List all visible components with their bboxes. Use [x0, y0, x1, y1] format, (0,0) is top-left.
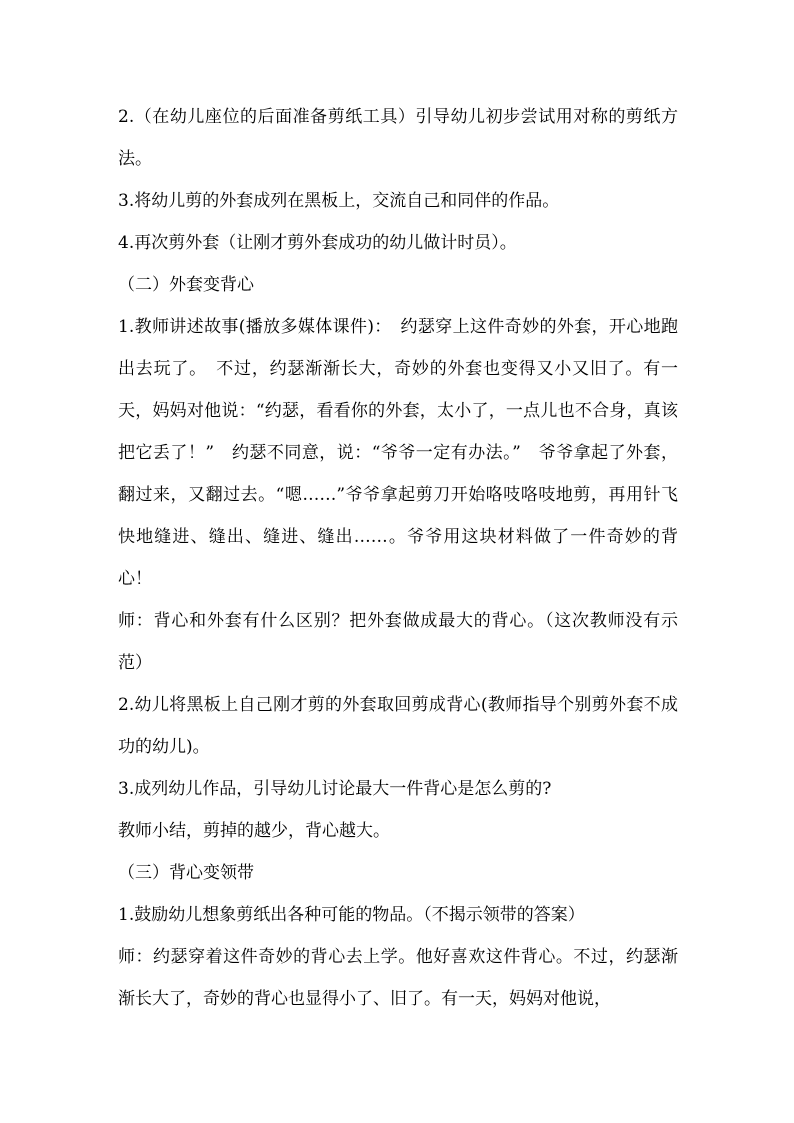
paragraph-vest-step-3: 3.成列幼儿作品，引导幼儿讨论最大一件背心是怎么剪的? [118, 779, 552, 799]
section-heading-vest: （二）外套变背心 [118, 275, 254, 295]
paragraph-summary: 教师小结，剪掉的越少，背心越大。 [118, 821, 390, 841]
paragraph-story: 1.教师讲述故事(播放多媒体课件)： 约瑟穿上这件奇妙的外套，开心地跑出去玩了。 不过，约瑟渐渐长大，奇妙的外套也变得又小又旧了。有一天，妈妈对他说：“约瑟，看看你的外套，太小了，一点儿也不合身，真该把它丢了！” 约瑟不同意，说：“爷爷一定有办法。” 爷爷拿起了外套，翻过来，又翻过去。“嗯……”爷爷拿起剪刀开始咯吱咯吱地剪，再用针飞快地缝进、缝出、缝进、缝出……。爷爷用这块材料做了一件奇妙的背心！ [118, 317, 678, 589]
document-page [118, 96, 678, 1020]
paragraph-step-2: 2.（在幼儿座位的后面准备剪纸工具）引导幼儿初步尝试用对称的剪纸方法。 [118, 107, 678, 169]
paragraph-tie-step-1: 1.鼓励幼儿想象剪纸出各种可能的物品。（不揭示领带的答案） [118, 905, 585, 925]
paragraph-vest-step-2: 2.幼儿将黑板上自己刚才剪的外套取回剪成背心(教师指导个别剪外套不成功的幼儿)。 [118, 695, 678, 757]
paragraph-teacher-story: 师：约瑟穿着这件奇妙的背心去上学。他好喜欢这件背心。不过，约瑟渐渐长大了，奇妙的背心也显得小了、旧了。有一天，妈妈对他说， [118, 947, 678, 1009]
paragraph-step-3: 3.将幼儿剪的外套成列在黑板上，交流自己和同伴的作品。 [118, 191, 560, 211]
paragraph-teacher-question: 师：背心和外套有什么区别？把外套做成最大的背心。（这次教师没有示范） [118, 611, 678, 673]
section-heading-tie: （三）背心变领带 [118, 863, 254, 883]
paragraph-step-4: 4.再次剪外套（让刚才剪外套成功的幼儿做计时员）。 [118, 233, 517, 253]
